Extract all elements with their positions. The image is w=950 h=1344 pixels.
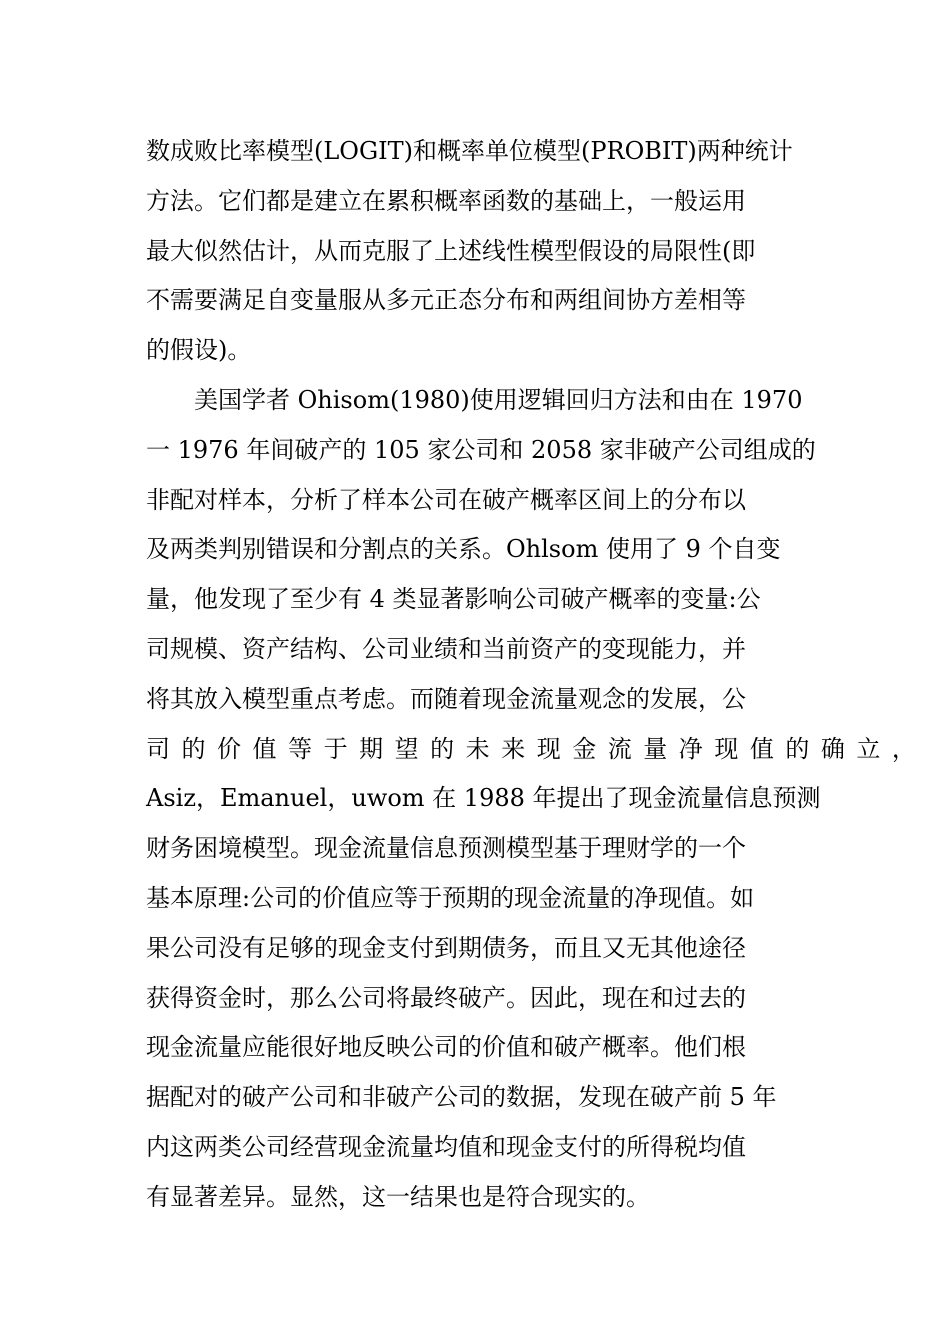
body-text [146,127,928,1223]
text-line: 司的价值等于期望的未来现金流量净现值的确立， [146,734,928,763]
text-line: 一 1976 年间破产的 105 家公司和 2058 家非破产公司组成的 [146,435,816,464]
paragraph-2 [146,376,928,1223]
text-line: 财务困境模型。现金流量信息预测模型基于理财学的一个 [146,834,746,863]
text-line: 最大似然估计，从而克服了上述线性模型假设的局限性(即 [146,236,756,265]
text-line: 内这两类公司经营现金流量均值和现金支付的所得税均值 [146,1132,746,1161]
text-line: 基本原理:公司的价值应等于预期的现金流量的净现值。如 [146,883,755,912]
text-line: 有显著差异。显然，这一结果也是符合现实的。 [146,1182,650,1211]
text-line: 非配对样本，分析了样本公司在破产概率区间上的分布以 [146,485,746,514]
text-line: 现金流量应能很好地反映公司的价值和破产概率。他们根 [146,1033,746,1062]
text-line: 将其放入模型重点考虑。而随着现金流量观念的发展，公 [146,684,746,713]
text-line: 司规模、资产结构、公司业绩和当前资产的变现能力，并 [146,634,746,663]
text-line: 美国学者 Ohisom(1980)使用逻辑回归方法和由在 1970 [194,385,803,414]
text-line: 方法。它们都是建立在累积概率函数的基础上，一般运用 [146,186,746,215]
text-line: 果公司没有足够的现金支付到期债务，而且又无其他途径 [146,933,746,962]
text-line: 获得资金时，那么公司将最终破产。因此，现在和过去的 [146,983,746,1012]
text-line: 数成败比率模型(LOGIT)和概率单位模型(PROBIT)两种统计 [146,137,793,165]
text-line: Asiz，Emanuel，uwom 在 1988 年提出了现金流量信息预测 [146,784,821,813]
text-line: 不需要满足自变量服从多元正态分布和两组间协方差相等 [146,286,746,315]
text-line: 据配对的破产公司和非破产公司的数据，发现在破产前 5 年 [146,1083,777,1112]
text-line: 及两类判别错误和分割点的关系。Ohlsom 使用了 9 个自变 [146,535,781,564]
text-line: 量，他发现了至少有 4 类显著影响公司破产概率的变量:公 [146,585,761,614]
text-line: 的假设)。 [146,336,252,365]
paragraph-1 [146,127,816,376]
